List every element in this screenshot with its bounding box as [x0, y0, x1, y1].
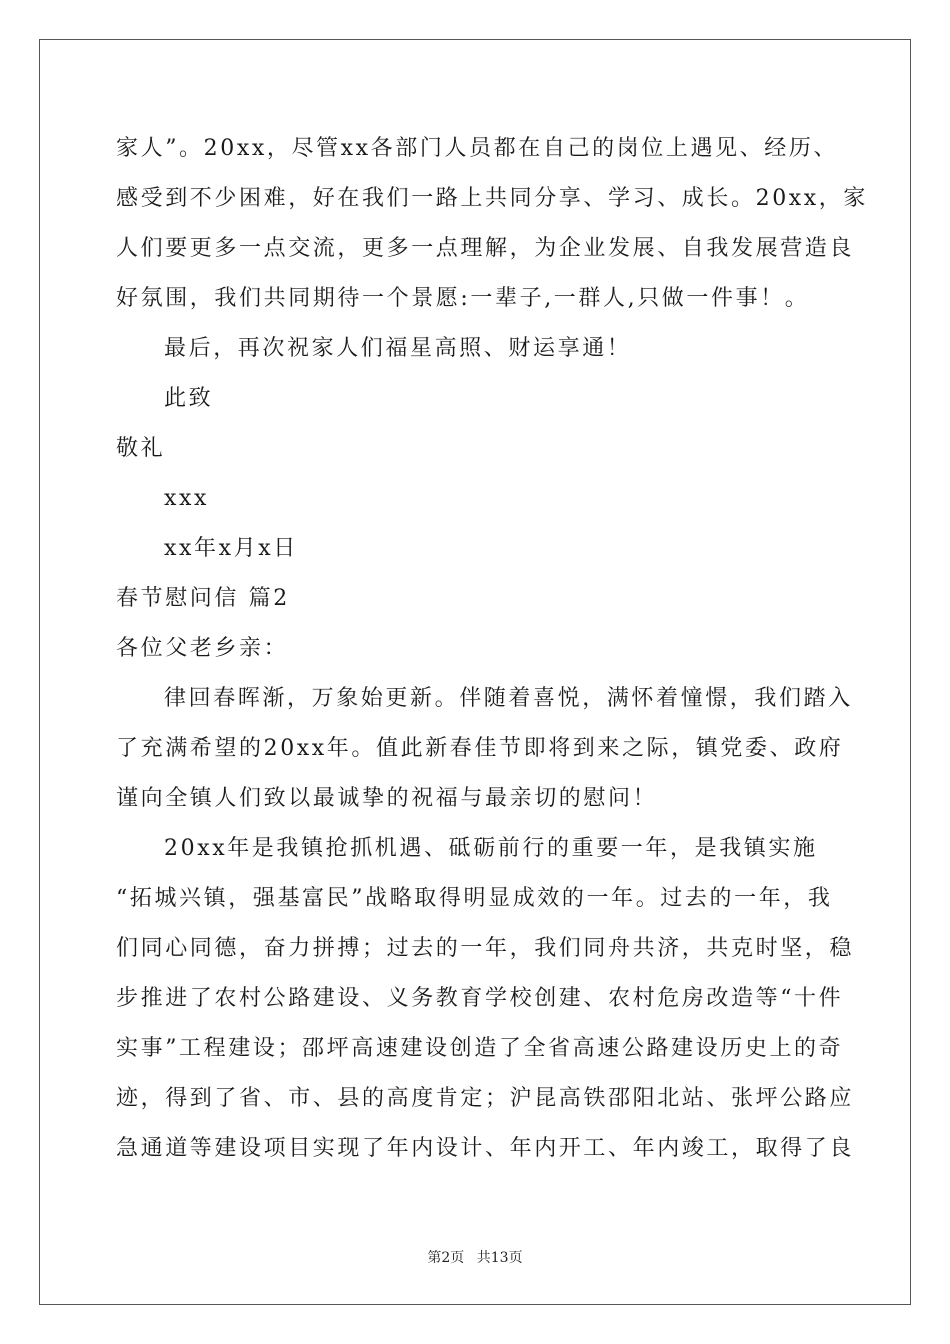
body-line: 们同心同德，奋力拼搏；过去的一年，我们同舟共济，共克时坚，稳 [116, 936, 855, 961]
body-line: 实事”工程建设；邵坪高速建设创造了全省高速公路建设历史上的奇 [116, 1036, 844, 1061]
body-line: 了充满希望的20xx年。值此新春佳节即将到来之际，镇党委、政府 [116, 736, 844, 761]
body-line: 步推进了农村公路建设、义务教育学校创建、农村危房改造等“十件 [116, 986, 844, 1011]
salutation-jingli: 敬礼 [116, 436, 166, 461]
body-line: 20xx年是我镇抢抓机遇、砥砺前行的重要一年，是我镇实施 [164, 836, 818, 861]
body-line: 律回春晖渐，万象始更新。伴随着喜悦，满怀着憧憬，我们踏入 [164, 686, 853, 711]
body-line: 谨向全镇人们致以最诚挚的祝福与最亲切的慰问！ [116, 786, 658, 811]
total-pages: 共13页 [476, 1250, 523, 1266]
closing-wish: 最后，再次祝家人们福星高照、财运享通！ [164, 336, 632, 361]
page-footer [0, 1247, 950, 1267]
body-line: 人们要更多一点交流，更多一点理解，为企业发展、自我发展营造良 [116, 236, 855, 261]
salutation-cizhi: 此致 [164, 386, 214, 411]
signature-date: xx年x月x日 [164, 536, 298, 561]
document-body [116, 124, 869, 1174]
body-line: 好氛围，我们共同期待一个景愿:一辈子,一群人,只做一件事！。 [116, 286, 810, 311]
body-line: 急通道等建设项目实现了年内设计、年内开工、年内竣工，取得了良 [116, 1136, 855, 1161]
letter-greeting: 各位父老乡亲： [116, 636, 289, 661]
page-number: 第2页 [427, 1250, 465, 1266]
body-line: 迹，得到了省、市、县的高度肯定；沪昆高铁邵阳北站、张坪公路应 [116, 1086, 855, 1111]
section-heading: 春节慰问信 篇2 [116, 586, 290, 611]
body-line: “拓城兴镇，强基富民”战略取得明显成效的一年。过去的一年，我 [116, 886, 833, 911]
signature-name: xxx [164, 486, 210, 511]
body-line: 感受到不少困难，好在我们一路上共同分享、学习、成长。20xx，家 [116, 186, 869, 211]
body-line: 家人”。20xx，尽管xx各部门人员都在自己的岗位上遇见、经历、 [116, 136, 839, 161]
